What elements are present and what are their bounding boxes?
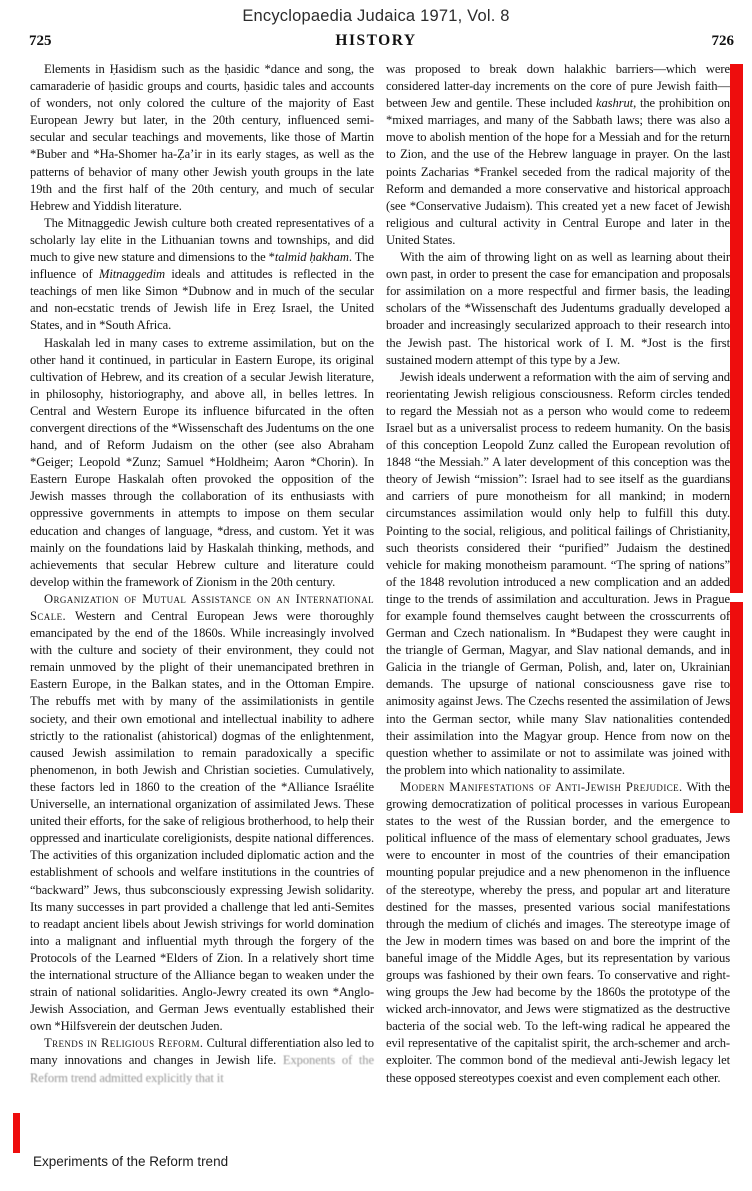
text-run: Elements in Ḥasidism such as the ḥasidic *dance and song, the camaraderie of ḥasidic groups and courts, ḥasidic tales and accounts of wonders, not only colored the culture of the majority of East European Jewry but later, in the 20th century, influenced semi-secular and secular teachings and movements, like those of Martin *Buber and *Ha-Shomer ha-Ẓa’ir in its early stages, as well as the patterns of behavior of many other Jewish youth groups in the late 19th and the first half of the 20th century, and much of secular Hebrew and Yiddish literature. xyxy=(30,62,374,213)
paragraph xyxy=(30,61,374,215)
paragraph xyxy=(30,1035,374,1086)
paragraph xyxy=(30,335,374,591)
paragraph xyxy=(30,215,374,335)
highlight-bar-right-middle xyxy=(730,602,743,813)
text-run: was proposed to break down halakhic barriers—which were considered latter-day increments on the core of pure Jewish faith—between Jew and gentile. These included xyxy=(386,62,730,111)
text-run: The Mitnaggedic Jewish culture both created representatives of a scholarly lay elite in the Lithuanian towns and townships, and did much to give new stature and dimensions to the * xyxy=(30,215,374,265)
page-number-left: 725 xyxy=(29,33,52,49)
right-column xyxy=(386,61,730,1087)
page-number-right: 726 xyxy=(711,33,734,49)
highlight-bar-right-top xyxy=(730,64,743,593)
section-heading: Trends in Religious Reform. xyxy=(44,1036,204,1051)
text-run: , the prohibition on *mixed marriages, and many of the Sabbath laws; there was also a move to abolish mention of the hope for a Messiah and for the return to Zion, and the use of the Hebrew language in prayer. On the last points Zacharias *Frankel seceded from the radical majority of the Reform and demanded a more conservative and historical approach (see *Conservative Judaism). This created yet a new facet of Jewish religious and cultural activity in Central Europe and later in the United States. xyxy=(386,96,730,247)
text-run: Western and Central European Jews were thoroughly emancipated by the end of the 1860s. While increasingly involved with the culture and society of their environment, they could not remain unmoved by the plight of their unemancipated brethren in Eastern Europe, in the Balkan states, and in the Ottoman Empire. The rebuffs met with by many of the assimilationists in gentile society, and their own emotional and intellectual inability to adhere strictly to the rationalist (ahistorical) dogmas of the enlightenment, caused Jewish assimilation to remain paradoxically a specific phenomenon, in both Jewish and Christian societies. Cumulatively, these factors led in 1860 to the creation of the *Alliance Israélite Universelle, an international organization of assimilated Jews. These united their efforts, for the sake of religious brotherhood, to help their oppressed and inarticulate coreligionists, despite national differences. The activities of this organization included diplomatic action and the establishment of schools and welfare institutions in the countries of “backward” Jews, thus subconsciously expressing Jewish solidarity. Its many successes in part provided a challenge that led anti-Semites to readapt ancient libels about Jewish strivings for world domination into a malignant and influential myth through the forgery of the Protocols of the Learned *Elders of Zion. In a relatively short time the international structure of the Alliance began to weaken under the strain of national solidarities. Anglo-Jewry created its own *Anglo-Jewish Association, and German Jews eventually established their own *Hilfsverein der deutschen Juden. xyxy=(30,609,374,1034)
scan-source-title: Encyclopaedia Judaica 1971, Vol. 8 xyxy=(242,7,510,25)
text-run: Exponents of the Reform trend admitted explicitly that it xyxy=(30,1053,374,1085)
paragraph xyxy=(386,249,730,369)
running-head: HISTORY xyxy=(335,32,417,49)
text-run: Mitnaggedim xyxy=(98,267,166,282)
text-run: kashrut xyxy=(595,96,634,111)
annotation-caption: Experiments of the Reform trend xyxy=(33,1154,229,1169)
section-heading: Organization of Mutual Assistance on an International Scale. xyxy=(30,591,374,623)
text-run: With the growing democratization of political processes in various European states to the west of the Russian border, and the emergence to political influence of the mass of elementary school graduates, Jews were to encounter in most of the countries of their emancipation mounting popular prejudice and a new phenomenon in the influence of the stereotype, whereby the press, and popular art and literature destined for the masses, presented various social manifestations through the medium of clichés and images. The stereotype image of the Jew in modern times was based on and bore the imprint of the baneful image of the Middle Ages, but its representation by various groups was fashioned by their own fears. To conservative and right-wing groups the Jew had become by the 1860s the prototype of the wicked arch-innovator, and Jews were stigmatized as the destructive bacteria of the social web. To the left-wing radical he appeared the evil representative of the capitalist spirit, the arch-schemer and arch-exploiter. The common bond of the medieval anti-Jewish legacy let these opposed stereotypes coexist and even complement each other. xyxy=(386,779,730,1085)
text-run: . The influence of xyxy=(30,250,374,282)
text-run: talmid ḥakham xyxy=(274,250,349,265)
text-run: Haskalah led in many cases to extreme assimilation, but on the other hand it continued, in particular in Eastern Europe, its original cultivation of Hebrew, and its creation of a secular Jewish literature, in philosophy, historiography, and above all, in belles lettres. In Central and Western Europe its influence bifurcated in the often convergent directions of the *Wissenschaft des Judentums on the one hand, and of Reform Judaism on the other (see also Abraham *Geiger; Leopold *Zunz; Samuel *Holdheim; Aaron *Chorin). In Eastern Europe Haskalah often provoked the opposition of the Jewish masses through the collaboration of its enthusiasts with oppressive governments in attempts to impose on them secular education and changes of language, *dress, and custom. Yet it was mainly on the foundations laid by Haskalah thinking, methods, and achievements that secular Hebrew culture and literature could develop within the framework of Zionism in the 20th century. xyxy=(30,335,374,589)
left-column xyxy=(30,61,374,1087)
paragraph xyxy=(386,61,730,249)
paragraph xyxy=(386,779,730,1087)
text-run: Cultural differentiation also led to many innovations and changes in Jewish life. xyxy=(30,1036,375,1068)
text-run: Jewish ideals underwent a reformation with the aim of serving and reorientating Jewish religious consciousness. Reform circles tended to regard the Messiah not as a person who would come to redeem Israel but as a universalist process to redeem humanity. On the basis of this conception Leopold Zunz called the European revolution of 1848 “the Messiah.” A later development of this conception was the theory of Jewish “mission”: Israel had to see itself as the guardians and carriers of pure monotheism for all mankind; in modern circumstances assimilation would only help to fulfill this duty. Pointing to the social, religious, and political failings of Christianity, such theorists considered their “purified” Judaism the destined vehicle for making monotheism paramount. “The spring of nations” of the 1848 revolution introduced a new complication and an added tinge to the trends of assimilation and acculturation. Jews in Prague for example found themselves caught between the crosscurrents of German and Czech nationalism. In *Budapest they were caught in the triangle of German, Magyar, and Slav national demands, and in Galicia in the triangle of German, Polish, and, later on, Ukrainian demands. The upsurge of national consciousness gave rise to animosity against Jews. The Czechs resented the assimilation of Jews into the German sector, while many Slav nationalities contended their assimilation into the Magyar group. Hence from now on the question whether to assimilate or not to assimilate was joined with the problem into which nationality to assimilate. xyxy=(386,369,730,777)
section-heading: Modern Manifestations of Anti-Jewish Prejudice. xyxy=(400,779,683,794)
text-run: ideals and attitudes is reflected in the teachings of men like Simon *Dubnow and in much of the secular and non-ecstatic trends of Jewish life in Ereẓ Israel, the United States, and in *South Africa. xyxy=(30,267,374,333)
text-run: With the aim of throwing light on as well as learning about their own past, in order to present the case for emancipation and proposals for assimilation on a more respectful and firmer basis, the leading scholars of the *Wissenschaft des Judentums gradually developed a broader and increasingly secularized approach to their research into the Jewish past. The historical work of I. M. *Jost is the first sustained modern attempt of this type by a Jew. xyxy=(386,250,730,367)
paragraph xyxy=(30,591,374,1035)
paragraph xyxy=(386,369,730,779)
highlight-bar-left-bottom xyxy=(13,1113,20,1153)
